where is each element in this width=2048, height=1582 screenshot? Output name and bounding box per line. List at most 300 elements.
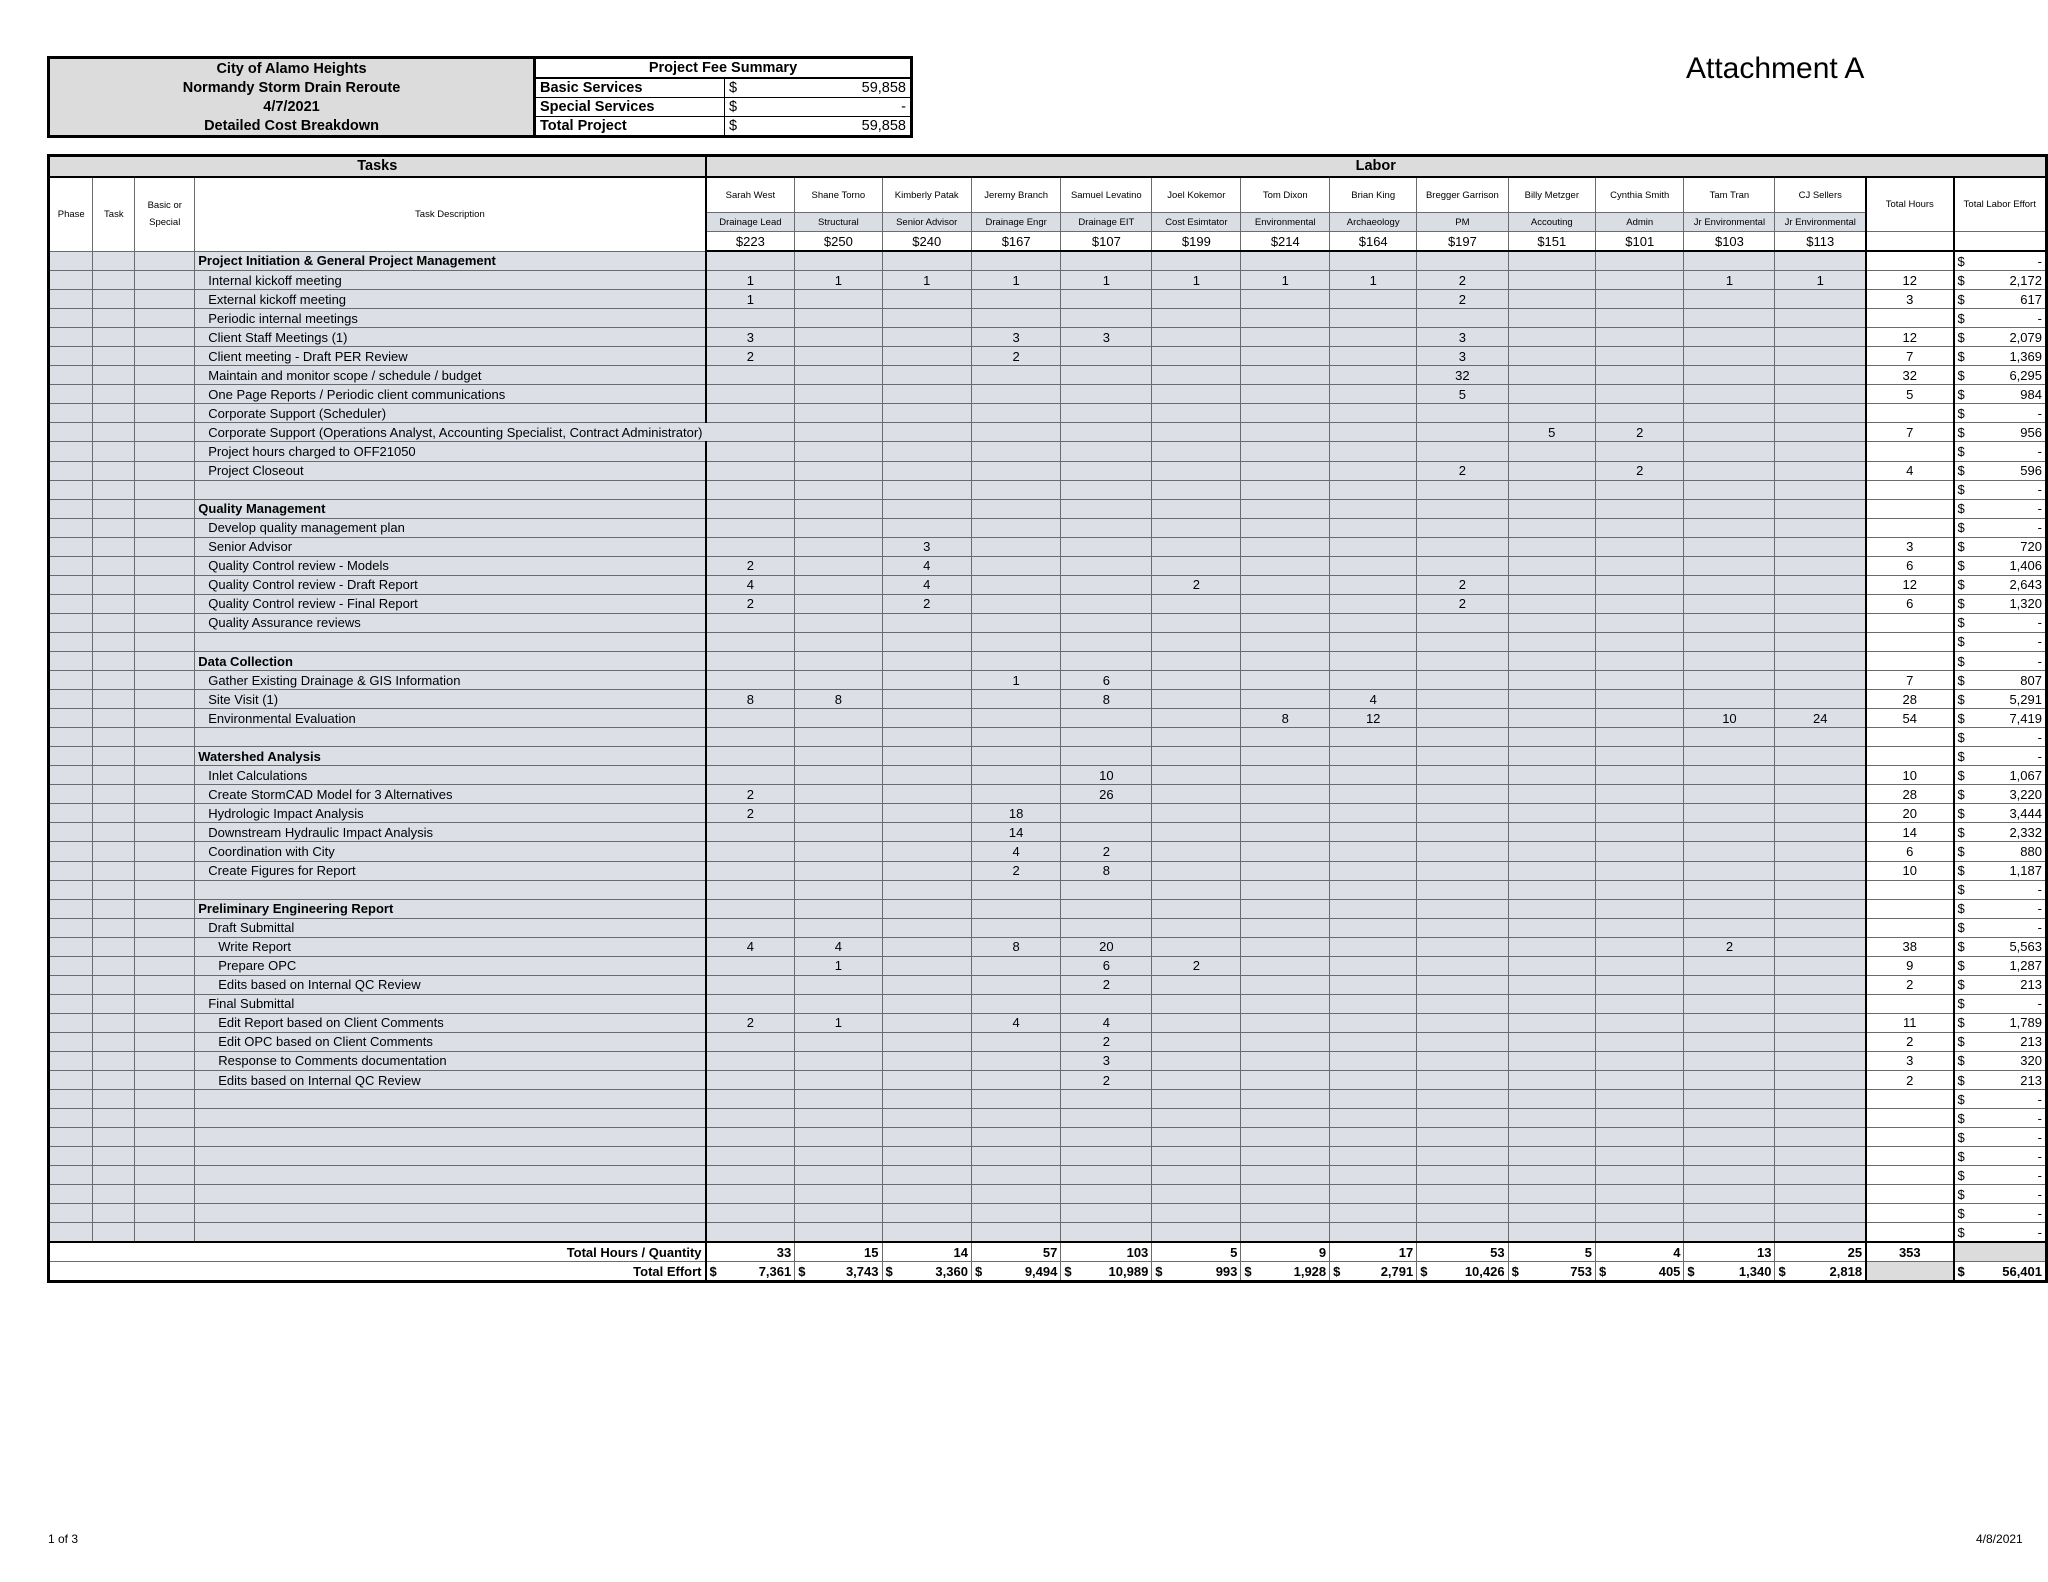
hours-cell (1061, 537, 1152, 556)
currency-symbol: $ (1957, 1205, 1965, 1221)
staff-effort-amount: 3,743 (845, 1263, 879, 1279)
hours-cell (971, 899, 1060, 918)
basic-special-cell (135, 385, 195, 404)
task-description-text: Periodic internal meetings (208, 310, 358, 326)
task-description-text: Prepare OPC (218, 958, 297, 974)
hours-cell: 2 (1061, 1071, 1152, 1090)
phase-cell (49, 975, 93, 994)
hours-cell (1596, 823, 1684, 842)
section-row (49, 899, 2047, 918)
hours-cell (1508, 1090, 1595, 1109)
effort-amount: 213 (2020, 1034, 2042, 1050)
row-total-effort (1954, 1090, 2047, 1109)
row-total-hours: 3 (1866, 537, 1953, 556)
hours-cell (971, 385, 1060, 404)
staff-total-effort-wrap (1155, 1263, 1237, 1280)
effort-amount: 6,295 (2009, 367, 2042, 383)
effort-value-wrap (1958, 1205, 2042, 1222)
hours-cell (795, 842, 882, 861)
hours-cell (1417, 956, 1508, 975)
staff-rate: $101 (1596, 232, 1684, 252)
task-description-text: Quality Assurance reviews (208, 615, 361, 631)
row-total-effort (1954, 1147, 2047, 1166)
phase-cell (49, 594, 93, 613)
hours-cell (1241, 613, 1330, 632)
hours-cell (1152, 632, 1241, 651)
currency-symbol: $ (1957, 843, 1965, 859)
effort-value-wrap (1958, 614, 2042, 631)
hours-cell (1775, 347, 1866, 366)
hours-cell (706, 423, 795, 442)
effort-value-wrap (1958, 862, 2042, 879)
hours-cell: 8 (795, 690, 882, 709)
effort-amount: 320 (2020, 1053, 2042, 1069)
hours-cell (1596, 1051, 1684, 1070)
hours-cell (1596, 632, 1684, 651)
hours-cell (1508, 1013, 1595, 1032)
effort-value-wrap (1958, 957, 2042, 974)
currency-symbol: $ (1957, 1015, 1965, 1031)
effort-amount: 3,220 (2009, 786, 2042, 802)
fee-currency: $ (725, 78, 748, 98)
effort-amount: 1,067 (2009, 767, 2042, 783)
basic-special-cell (135, 937, 195, 956)
task-cell (93, 442, 135, 461)
row-total-effort (1954, 1166, 2047, 1185)
grand-total-effort-wrap (1958, 1263, 2042, 1280)
phase-cell (49, 1109, 93, 1128)
task-description (195, 480, 706, 499)
effort-value-wrap (1958, 310, 2042, 327)
currency-symbol: $ (1957, 1263, 1965, 1279)
effort-value-wrap (1958, 653, 2042, 670)
hours-cell (1152, 1109, 1241, 1128)
row-total-effort (1954, 690, 2047, 709)
hours-cell (1061, 1166, 1152, 1185)
hours-cell (1684, 385, 1775, 404)
phase-cell (49, 728, 93, 747)
hours-cell (971, 309, 1060, 328)
staff-rate: $107 (1061, 232, 1152, 252)
hours-cell (1596, 442, 1684, 461)
hours-cell (706, 1204, 795, 1223)
hours-cell: 3 (882, 537, 971, 556)
staff-total-effort (971, 1262, 1060, 1282)
hours-cell: 1 (971, 271, 1060, 290)
table-row (49, 880, 2047, 899)
hours-cell (706, 918, 795, 937)
task-description-text: Client Staff Meetings (1) (208, 329, 348, 345)
row-total-hours: 11 (1866, 1013, 1953, 1032)
hours-cell (1508, 842, 1595, 861)
hours-cell (1596, 328, 1684, 347)
effort-value-wrap (1958, 805, 2042, 822)
table-row (49, 956, 2047, 975)
task-description (195, 956, 706, 975)
staff-total-effort (1508, 1262, 1595, 1282)
hours-cell (706, 309, 795, 328)
hours-cell (1508, 804, 1595, 823)
phase-cell (49, 537, 93, 556)
hours-cell (1508, 385, 1595, 404)
hours-cell (1152, 747, 1241, 766)
hours-cell (882, 518, 971, 537)
basic-special-cell (135, 347, 195, 366)
staff-total-effort (1775, 1262, 1866, 1282)
hours-cell (1152, 709, 1241, 728)
total-effort-spacer (1954, 232, 2047, 252)
total-hours-spacer (1866, 232, 1953, 252)
hours-cell (971, 1128, 1060, 1147)
hours-cell (1508, 290, 1595, 309)
row-total-effort (1954, 1109, 2047, 1128)
hours-cell (971, 994, 1060, 1013)
hours-cell (1775, 537, 1866, 556)
hours-cell (1061, 385, 1152, 404)
staff-effort-amount: 2,791 (1380, 1263, 1414, 1279)
task-cell (93, 651, 135, 670)
hours-cell (1684, 499, 1775, 518)
basic-special-cell (135, 518, 195, 537)
task-cell (93, 690, 135, 709)
staff-effort-amount: 1,340 (1738, 1263, 1772, 1279)
effort-amount: - (2037, 996, 2042, 1012)
hours-cell (971, 404, 1060, 423)
hours-cell (1508, 956, 1595, 975)
row-total-hours (1866, 613, 1953, 632)
hours-cell (1241, 842, 1330, 861)
row-total-hours (1866, 518, 1953, 537)
hours-cell (971, 1166, 1060, 1185)
hours-cell: 2 (1152, 575, 1241, 594)
hours-cell (882, 1090, 971, 1109)
effort-value-wrap (1958, 938, 2042, 955)
hours-cell (1061, 594, 1152, 613)
hours-cell (1775, 556, 1866, 575)
currency-symbol: $ (1957, 501, 1965, 517)
hours-cell (1417, 747, 1508, 766)
task-description (195, 442, 706, 461)
row-total-effort (1954, 1032, 2047, 1051)
hours-cell (971, 1223, 1060, 1243)
hours-cell: 1 (1152, 271, 1241, 290)
hours-cell (1684, 404, 1775, 423)
table-row (49, 271, 2047, 290)
row-total-effort (1954, 594, 2047, 613)
fee-currency: $ (725, 98, 748, 117)
task-cell (93, 632, 135, 651)
task-description (195, 823, 706, 842)
currency-symbol: $ (1957, 824, 1965, 840)
row-total-hours (1866, 499, 1953, 518)
task-description (195, 461, 706, 480)
hours-cell (1330, 1147, 1417, 1166)
hours-cell (1241, 918, 1330, 937)
hours-cell (1775, 518, 1866, 537)
phase-cell (49, 937, 93, 956)
hours-cell (1061, 613, 1152, 632)
staff-name: Joel Kokemor (1152, 177, 1241, 213)
hours-cell (1508, 861, 1595, 880)
hours-cell (795, 728, 882, 747)
phase-cell (49, 251, 93, 271)
total-hours-effort-blank (1954, 1242, 2047, 1262)
phase-cell (49, 1147, 93, 1166)
currency-symbol: $ (1957, 996, 1965, 1012)
task-description-text: Coordination with City (208, 843, 335, 859)
effort-amount: 1,187 (2009, 863, 2042, 879)
basic-special-cell (135, 994, 195, 1013)
staff-total-effort-wrap (886, 1263, 968, 1280)
table-row (49, 442, 2047, 461)
hours-cell (1684, 537, 1775, 556)
staff-rate: $199 (1152, 232, 1241, 252)
row-total-hours (1866, 728, 1953, 747)
phase-cell (49, 766, 93, 785)
row-total-hours (1866, 880, 1953, 899)
hours-cell (1152, 899, 1241, 918)
task-cell (93, 1051, 135, 1070)
hours-cell (1330, 899, 1417, 918)
task-description (195, 404, 706, 423)
row-total-hours: 2 (1866, 1071, 1953, 1090)
staff-name: Tam Tran (1684, 177, 1775, 213)
currency-symbol: $ (1155, 1263, 1163, 1279)
hours-cell (1061, 899, 1152, 918)
effort-value-wrap (1958, 767, 2042, 784)
hours-cell (1241, 537, 1330, 556)
phase-cell (49, 632, 93, 651)
hours-cell (971, 366, 1060, 385)
staff-total-effort (1061, 1262, 1152, 1282)
row-total-hours: 7 (1866, 671, 1953, 690)
basic-special-cell (135, 499, 195, 518)
phase-cell (49, 671, 93, 690)
phase-cell (49, 366, 93, 385)
task-cell (93, 823, 135, 842)
currency-symbol: $ (1957, 367, 1965, 383)
hours-cell (1417, 899, 1508, 918)
staff-total-effort (706, 1262, 795, 1282)
hours-cell: 2 (971, 861, 1060, 880)
task-description (195, 937, 706, 956)
task-cell (93, 480, 135, 499)
hours-cell (706, 823, 795, 842)
task-description (195, 271, 706, 290)
staff-total-effort (1241, 1262, 1330, 1282)
hours-cell (882, 918, 971, 937)
hours-cell (1417, 880, 1508, 899)
table-row (49, 347, 2047, 366)
currency-symbol: $ (1957, 443, 1965, 459)
task-description (195, 804, 706, 823)
hours-cell (1241, 309, 1330, 328)
basic-special-cell (135, 632, 195, 651)
task-description (195, 785, 706, 804)
hours-cell (1330, 1204, 1417, 1223)
task-description (195, 899, 706, 918)
row-total-hours: 7 (1866, 347, 1953, 366)
hours-cell (1330, 1109, 1417, 1128)
table-row (49, 537, 2047, 556)
hours-cell (1775, 899, 1866, 918)
total-effort-label: Total Effort (49, 1262, 706, 1282)
hours-cell: 2 (882, 594, 971, 613)
hours-cell (1775, 1051, 1866, 1070)
hours-cell (795, 1147, 882, 1166)
task-description (195, 880, 706, 899)
task-description (195, 766, 706, 785)
effort-amount: 1,369 (2009, 348, 2042, 364)
task-cell (93, 366, 135, 385)
hours-cell (706, 461, 795, 480)
hours-cell (1061, 804, 1152, 823)
row-total-hours (1866, 1223, 1953, 1243)
hours-cell (1241, 290, 1330, 309)
hours-cell (1596, 1013, 1684, 1032)
hours-cell (1330, 1166, 1417, 1185)
task-description-text: External kickoff meeting (208, 291, 347, 307)
hours-cell (1596, 594, 1684, 613)
hours-cell (1241, 480, 1330, 499)
hours-cell (1417, 823, 1508, 842)
hours-cell (882, 385, 971, 404)
hours-cell (1061, 1090, 1152, 1109)
hours-cell: 18 (971, 804, 1060, 823)
hours-cell: 6 (1061, 956, 1152, 975)
table-row (49, 766, 2047, 785)
hours-cell (1508, 785, 1595, 804)
page-date: 4/8/2021 (1976, 1532, 2023, 1546)
hours-cell (1152, 385, 1241, 404)
task-description-text: Inlet Calculations (208, 767, 308, 783)
hours-cell (1508, 518, 1595, 537)
row-total-effort (1954, 1185, 2047, 1204)
table-row (49, 937, 2047, 956)
hours-cell (1775, 956, 1866, 975)
table-row (49, 556, 2047, 575)
hours-cell (1596, 804, 1684, 823)
row-total-hours (1866, 1147, 1953, 1166)
row-total-effort (1954, 747, 2047, 766)
currency-symbol: $ (1957, 539, 1965, 555)
staff-role: Senior Advisor (882, 213, 971, 232)
hours-cell (1152, 1032, 1241, 1051)
hours-cell (1596, 690, 1684, 709)
row-total-effort (1954, 975, 2047, 994)
currency-symbol: $ (798, 1263, 806, 1279)
hours-cell (1508, 671, 1595, 690)
hours-cell: 1 (1061, 271, 1152, 290)
staff-effort-amount: 753 (1570, 1263, 1592, 1279)
hours-cell: 1 (706, 271, 795, 290)
task-cell (93, 671, 135, 690)
hours-cell (1152, 861, 1241, 880)
hours-cell (795, 804, 882, 823)
hours-cell (1330, 956, 1417, 975)
hours-cell (971, 1204, 1060, 1223)
hours-cell (795, 1185, 882, 1204)
hours-cell (971, 290, 1060, 309)
hours-cell (882, 347, 971, 366)
hours-cell (1508, 1109, 1595, 1128)
basic-special-cell (135, 1185, 195, 1204)
hours-cell: 2 (1061, 975, 1152, 994)
row-total-effort (1954, 499, 2047, 518)
task-description-text: Corporate Support (Scheduler) (208, 405, 387, 421)
table-row (49, 575, 2047, 594)
row-total-hours: 9 (1866, 956, 1953, 975)
hours-cell (971, 747, 1060, 766)
hours-cell (882, 651, 971, 670)
task-description (195, 556, 706, 575)
hours-cell (1508, 918, 1595, 937)
table-row (49, 1013, 2047, 1032)
table-row (49, 861, 2047, 880)
hours-cell: 3 (1061, 1051, 1152, 1070)
hours-cell (1775, 442, 1866, 461)
effort-amount: 956 (2020, 424, 2042, 440)
row-total-effort (1954, 347, 2047, 366)
hours-cell (1775, 937, 1866, 956)
effort-amount: 1,320 (2009, 596, 2042, 612)
row-total-effort (1954, 956, 2047, 975)
hours-cell (1061, 651, 1152, 670)
hours-cell (706, 1128, 795, 1147)
hours-cell (1061, 290, 1152, 309)
hours-cell (1417, 632, 1508, 651)
task-description-text: Project Closeout (208, 463, 304, 479)
task-description (195, 1013, 706, 1032)
hours-cell (882, 423, 971, 442)
hours-cell: 2 (706, 785, 795, 804)
hours-cell (1508, 1147, 1595, 1166)
table-row (49, 1185, 2047, 1204)
hours-cell (795, 442, 882, 461)
hours-cell (882, 747, 971, 766)
phase-cell (49, 442, 93, 461)
hours-cell: 2 (1417, 271, 1508, 290)
table-row (49, 385, 2047, 404)
staff-role: Environmental (1241, 213, 1330, 232)
staff-total-hours: 9 (1241, 1242, 1330, 1262)
effort-amount: - (2037, 1110, 2042, 1126)
currency-symbol: $ (1957, 786, 1965, 802)
row-total-hours (1866, 1090, 1953, 1109)
staff-total-hours: 33 (706, 1242, 795, 1262)
staff-total-hours: 13 (1684, 1242, 1775, 1262)
phase-cell (49, 1013, 93, 1032)
hours-cell (1241, 1071, 1330, 1090)
hours-cell (1596, 347, 1684, 366)
fee-value-basic: 59,858 (747, 78, 912, 98)
hours-cell (1417, 423, 1508, 442)
task-description-text: Environmental Evaluation (208, 710, 356, 726)
hours-cell (1152, 366, 1241, 385)
col-task: Task (93, 177, 135, 251)
hours-cell (1152, 766, 1241, 785)
task-description (195, 1032, 706, 1051)
hours-cell (882, 1204, 971, 1223)
hours-cell (971, 709, 1060, 728)
hours-cell: 20 (1061, 937, 1152, 956)
hours-cell (1152, 842, 1241, 861)
hours-cell (971, 975, 1060, 994)
row-total-effort (1954, 1013, 2047, 1032)
table-row (49, 785, 2047, 804)
row-total-effort (1954, 328, 2047, 347)
hours-cell (1508, 1223, 1595, 1243)
